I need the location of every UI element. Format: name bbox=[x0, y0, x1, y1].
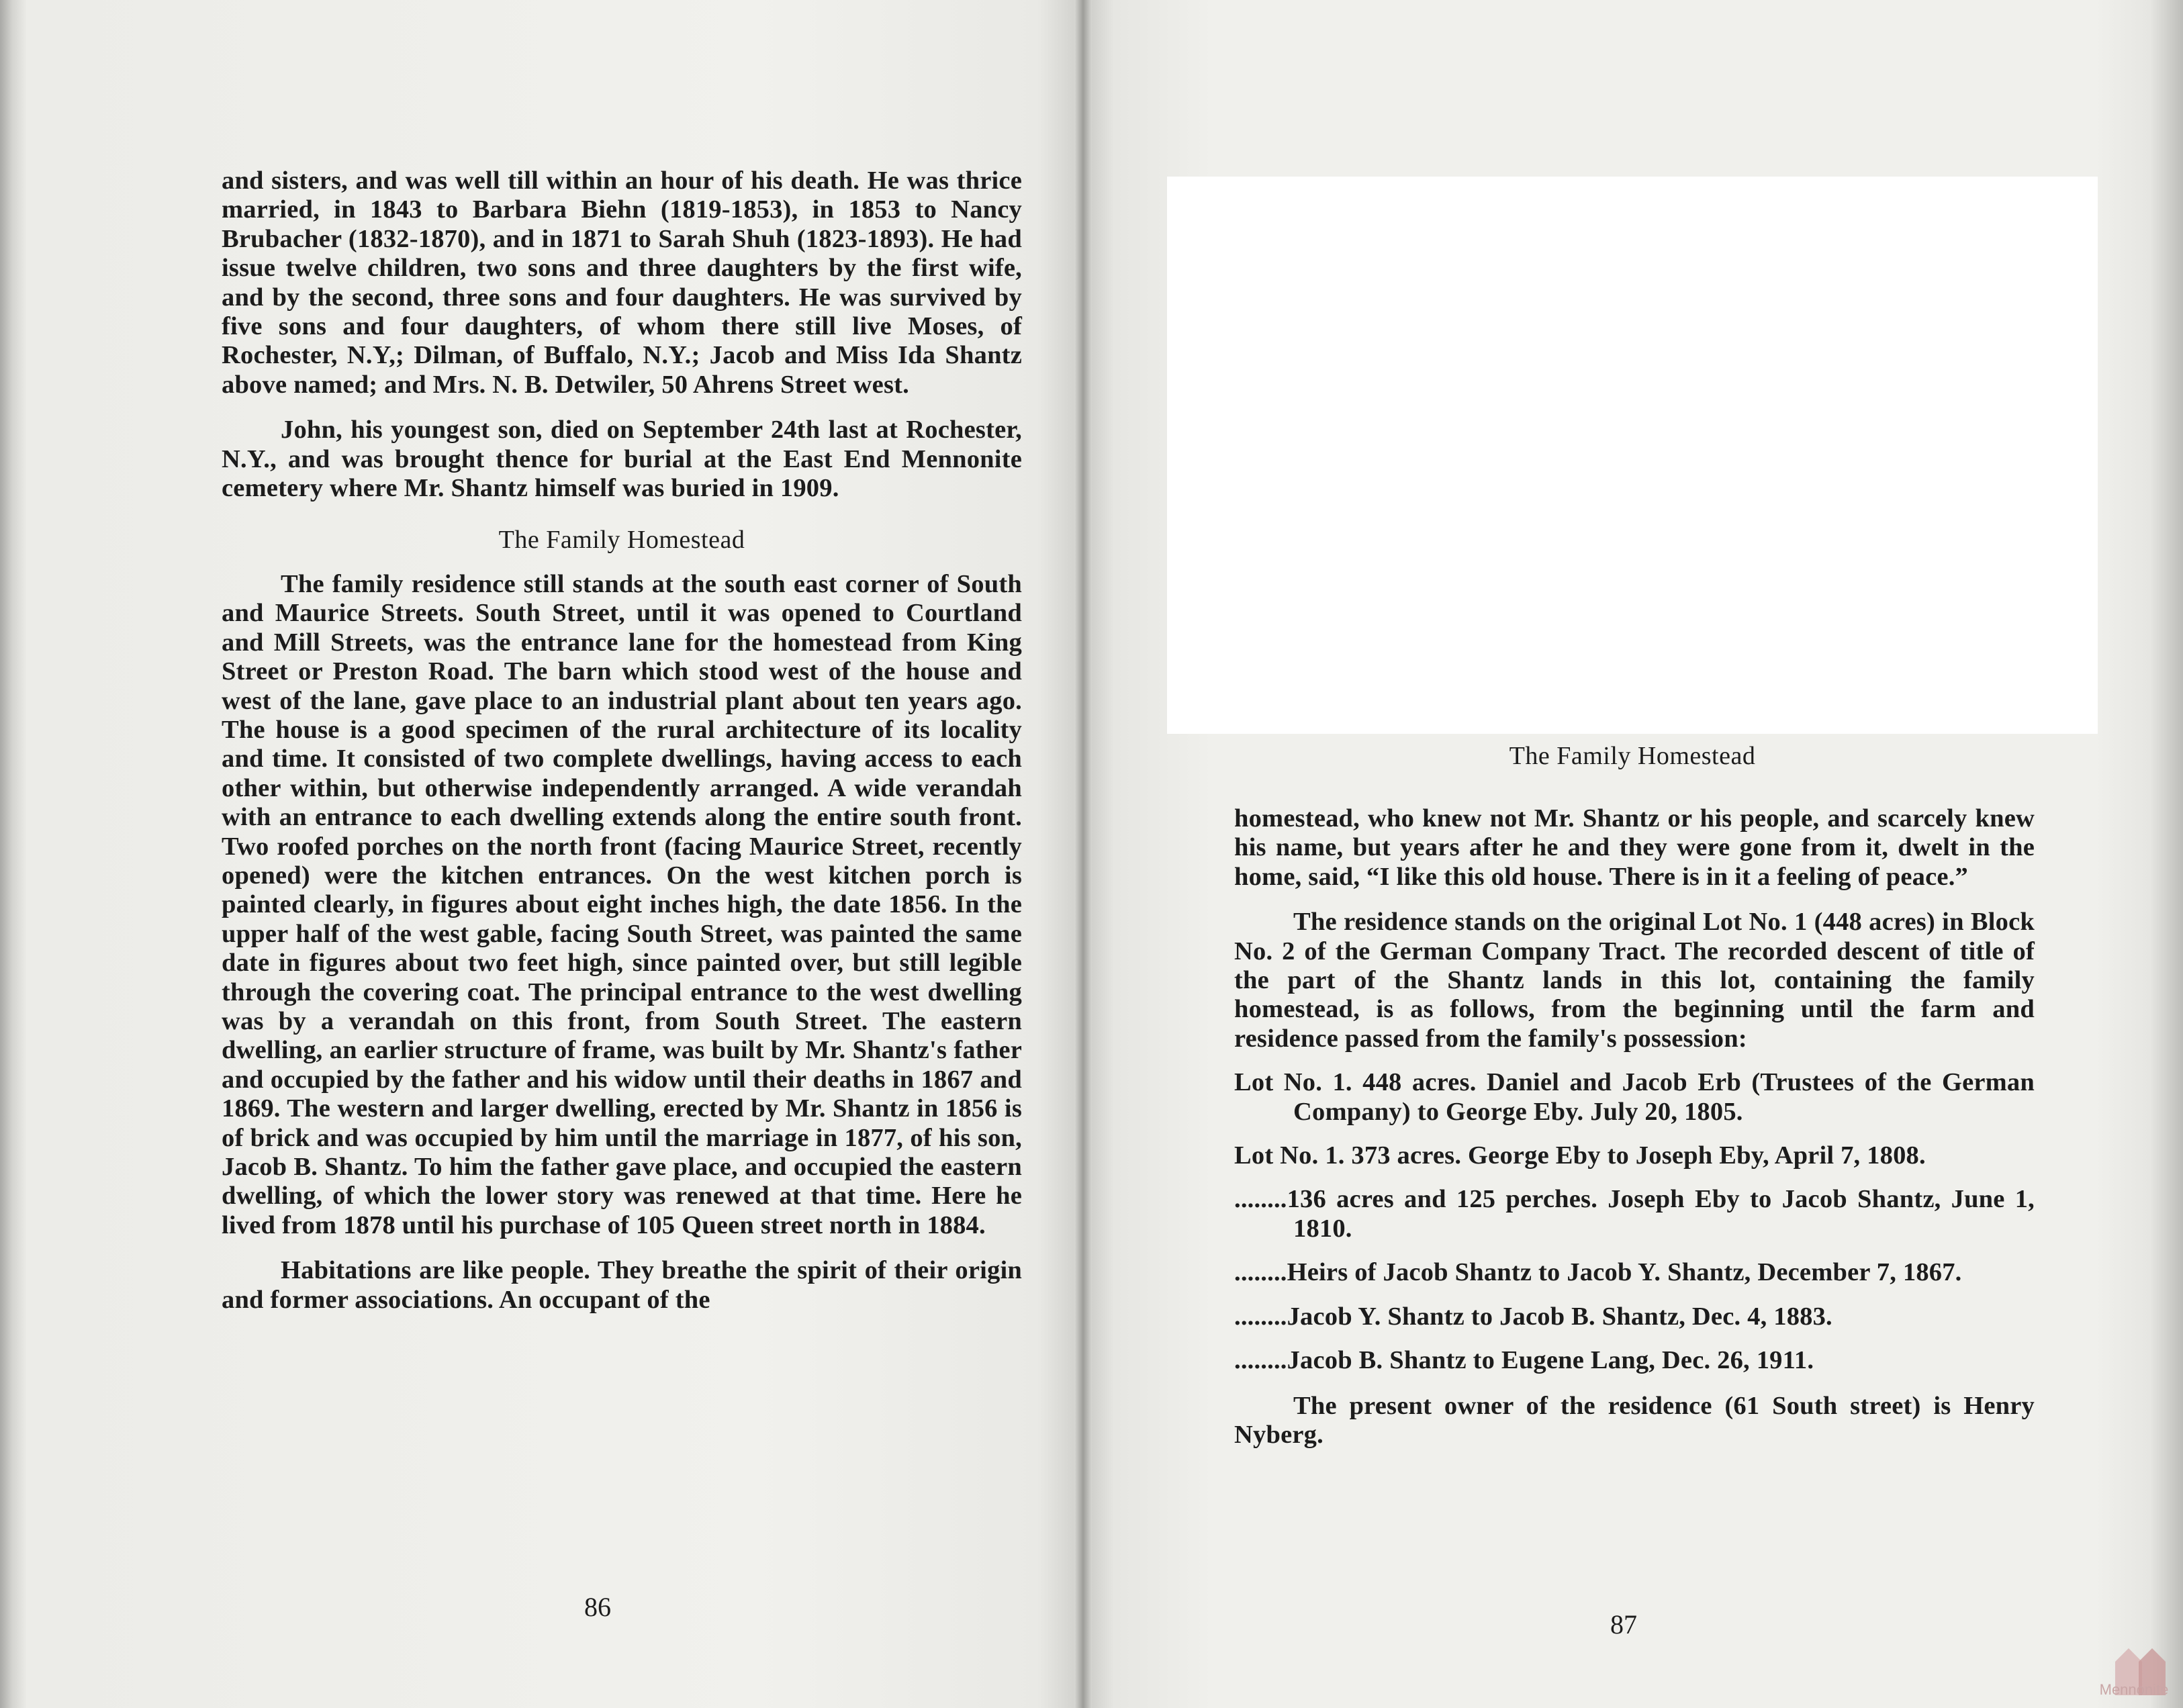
page-number-left: 86 bbox=[584, 1592, 611, 1622]
title-entry: ........136 acres and 125 perches. Joseph Eby to Jacob Shantz, June 1, 1810. bbox=[1234, 1185, 2035, 1243]
watermark-text: Mennonite bbox=[2099, 1681, 2169, 1698]
section-heading: The Family Homestead bbox=[498, 526, 745, 555]
photo-area bbox=[1167, 177, 2098, 734]
paragraph: The family residence still stands at the south east corner of South and Maurice Streets. South Street, until it was opened to Courtland and Mill Streets, was the entrance lane for the homestead from King Street or Preston Road. The barn which stood west of the house and west of the lane, gave place to an industrial plant about ten years ago. The house is a good specimen of the rural architecture of its locality and time. It consisted of two complete dwellings, having access to each other within, but otherwise independently arranged. A wide verandah with an entrance to each dwelling extends along the entire south front. Two roofed porches on the north front (facing Maurice Street, recently opened) were the kitchen entrances. On the west kitchen porch is painted clearly, in figures about eight inches high, the date 1856. In the upper half of the west gable, facing South Street, was painted the same date in figures about two feet high, since painted over, but still legible through the covering coat. The principal entrance to the west dwelling was by a verandah on this front, from South Street. The eastern dwelling, an earlier structure of frame, was built by Mr. Shantz's father and occupied by the father and his widow until their deaths in 1867 and 1869. The western and larger dwelling, erected by Mr. Shantz in 1856 is of brick and was occupied by him until the marriage in 1877, of his son, Jacob B. Shantz. To him the father gave place, and occupied the eastern dwelling, of which the lower story was renewed at that time. Here he lived from 1878 until his purchase of 105 Queen street north in 1884. bbox=[222, 569, 1022, 1239]
title-entry: ........Jacob B. Shantz to Eugene Lang, Dec. 26, 1911. bbox=[1234, 1346, 1814, 1375]
paragraph: and sisters, and was well till within an hour of his death. He was thrice married, in 1843 to Barbara Biehn (1819-1853), in 1853 to Nancy Brubacher (1832-1870), and in 1871 to Sarah Shuh (1823-1893). He had issue twelve children, two sons and three daughters by the first wife, and by the second, three sons and four daughters. He was survived by five sons and four daughters, of whom there still live Moses, of Rochester, N.Y,; Dilman, of Buffalo, N.Y.; Jacob and Miss Ida Shantz above named; and Mrs. N. B. Detwiler, 50 Ahrens Street west. bbox=[222, 167, 1022, 399]
paragraph: Habitations are like people. They breathe the spirit of their origin and former associations. An occupant of the bbox=[222, 1256, 1022, 1314]
title-entry: ........Jacob Y. Shantz to Jacob B. Shantz, Dec. 4, 1883. bbox=[1234, 1302, 1832, 1331]
paragraph: John, his youngest son, died on September 24th last at Rochester, N.Y., and was brought thence for burial at the East End Mennonite cemetery where Mr. Shantz himself was buried in 1909. bbox=[222, 416, 1022, 503]
paragraph: The present owner of the residence (61 South street) is Henry Nyberg. bbox=[1234, 1391, 2035, 1449]
page-number-right: 87 bbox=[1610, 1609, 1637, 1640]
title-entry: Lot No. 1. 373 acres. George Eby to Joseph Eby, April 7, 1808. bbox=[1234, 1141, 1926, 1170]
title-entry: Lot No. 1. 448 acres. Daniel and Jacob Erb (Trustees of the German Company) to George Eby. July 20, 1805. bbox=[1234, 1068, 2035, 1126]
paragraph: homestead, who knew not Mr. Shantz or his people, and scarcely knew his name, but years after he and they were gone from it, dwelt in the home, said, “I like this old house. There is in it a feeling of peace.” bbox=[1234, 804, 2035, 891]
right-page-text bbox=[1234, 804, 2035, 1450]
paragraph: The residence stands on the original Lot No. 1 (448 acres) in Block No. 2 of the German Company Tract. The recorded descent of title of the part of the Shantz lands in this lot, containing the family homestead, is as follows, from the beginning until the farm and residence passed from the family's possession: bbox=[1234, 908, 2035, 1053]
title-entry: ........Heirs of Jacob Shantz to Jacob Y. Shantz, December 7, 1867. bbox=[1234, 1258, 1962, 1287]
left-page-text bbox=[222, 167, 1022, 1315]
book-gutter bbox=[1074, 0, 1092, 1708]
photo-caption: The Family Homestead bbox=[1509, 742, 1756, 770]
